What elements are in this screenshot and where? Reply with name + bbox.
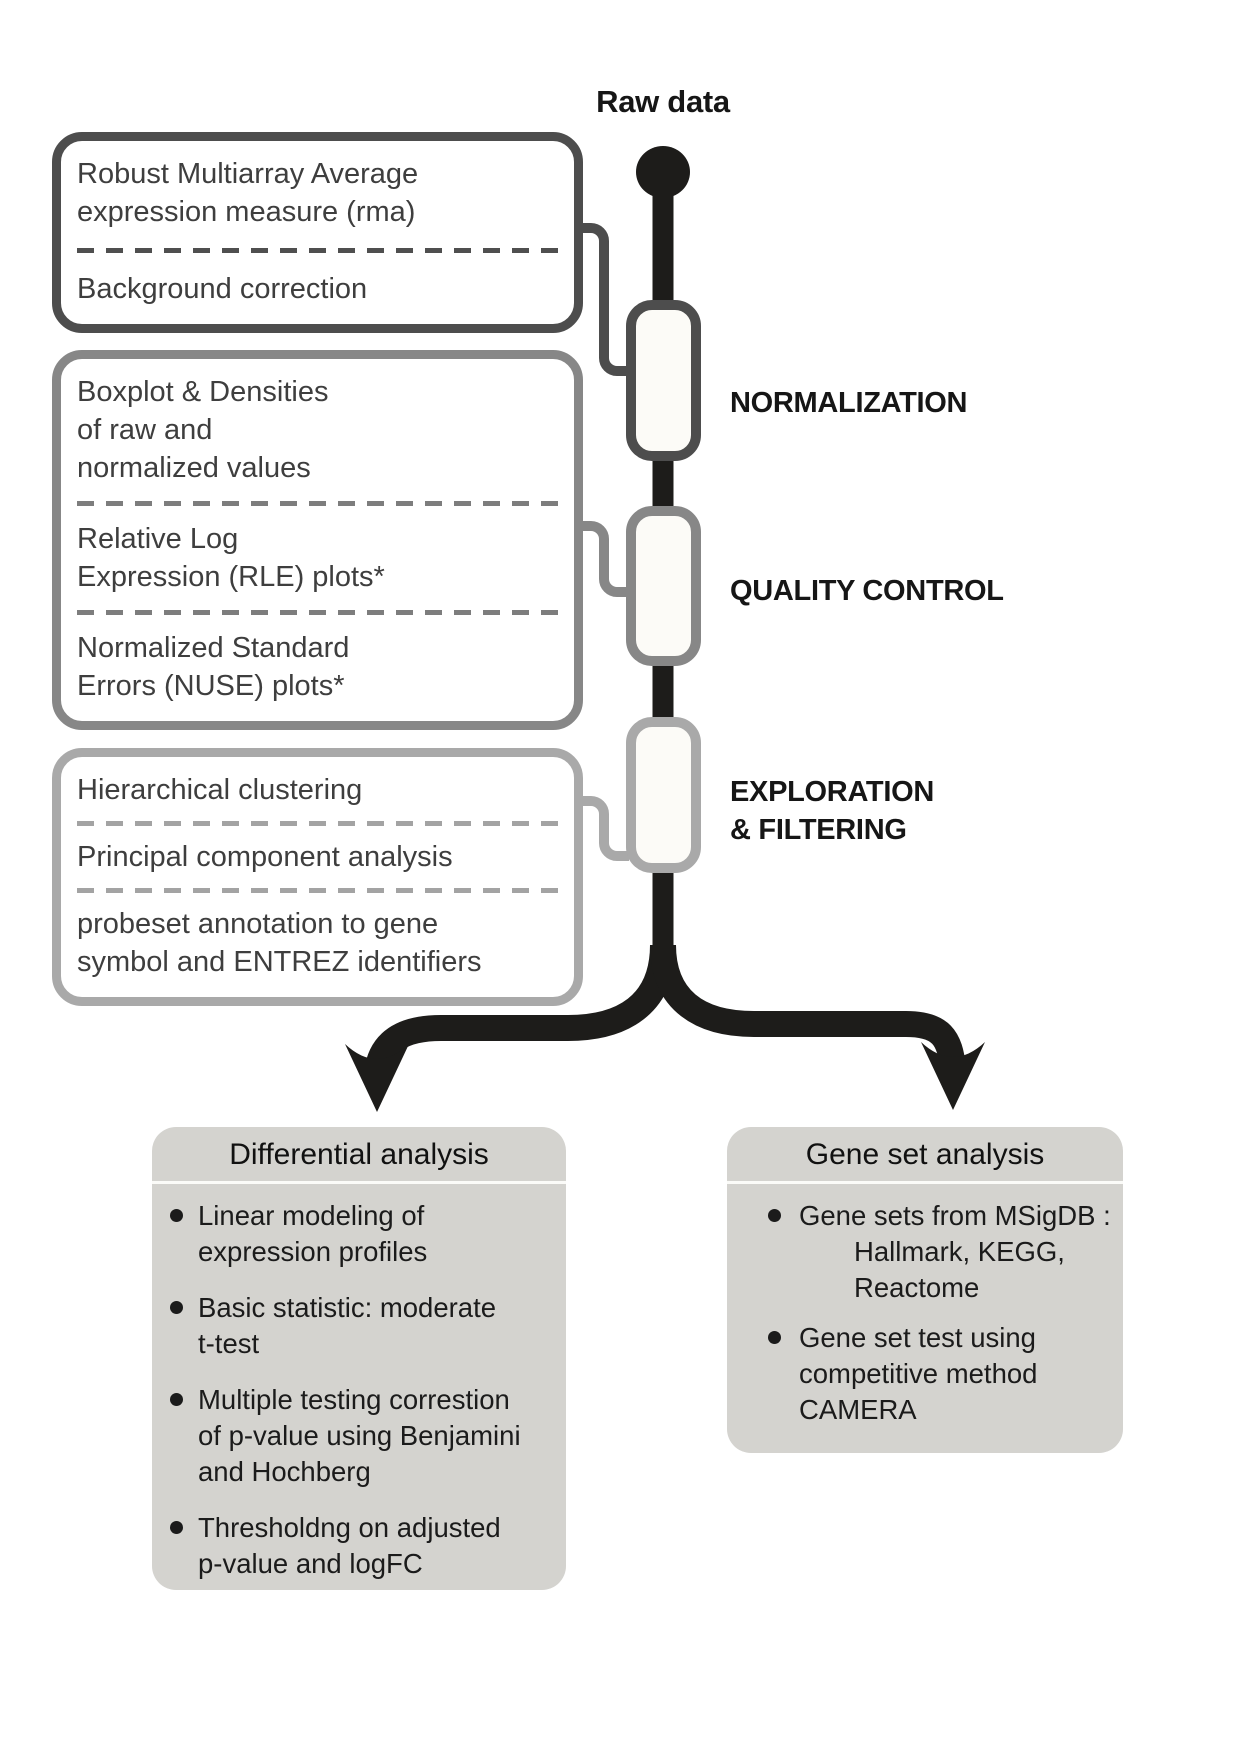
bullet-item: Multiple testing correstion of p-value using Benjamini and Hochberg (198, 1382, 556, 1490)
connector-box3-exploration (583, 801, 629, 856)
method-text: Boxplot & Densities of raw and normalized values (77, 376, 329, 484)
dashed-divider (77, 888, 558, 893)
stage-label-normalization (730, 384, 967, 422)
stage-label-text-line2: & FILTERING (730, 814, 907, 846)
dashed-divider (77, 821, 558, 826)
stage-label-text-line1: EXPLORATION (730, 776, 935, 808)
method-text: probeset annotation to gene symbol and ENTREZ identifiers (77, 908, 482, 978)
differential-analysis-bullet-list (152, 1198, 566, 1582)
dashed-divider (77, 501, 558, 506)
method-text: Principal component analysis (77, 841, 453, 873)
differential-analysis-box (152, 1127, 566, 1590)
bullet-item: Gene set test using competitive method CAMERA (799, 1320, 1115, 1428)
exploration-filtering-node (626, 717, 701, 873)
bullet-item: Linear modeling of expression profiles (198, 1198, 556, 1270)
normalization-methods-box (52, 132, 583, 333)
quality-control-methods-box (52, 350, 583, 730)
exploration-methods-box (52, 748, 583, 1006)
connector-box1-normalization (583, 228, 629, 371)
raw-data-label: Raw data (596, 84, 730, 119)
gene-set-analysis-bullet-list (727, 1198, 1123, 1428)
header-divider (152, 1181, 566, 1184)
branch-arm-right (663, 945, 953, 1068)
stage-label-text: NORMALIZATION (730, 387, 968, 419)
method-text: Relative Log Expression (RLE) plots* (77, 523, 385, 593)
dashed-divider (77, 610, 558, 615)
stage-label-quality-control (730, 572, 1004, 610)
stage-label-exploration-filtering (730, 773, 934, 849)
method-text: Hierarchical clustering (77, 774, 363, 806)
bullet-item: Thresholdng on adjusted p-value and logFC (198, 1510, 556, 1582)
connector-box2-quality-control (583, 526, 629, 592)
dashed-divider (77, 248, 558, 253)
header-divider (727, 1181, 1123, 1184)
normalization-node (626, 300, 701, 461)
gene-set-analysis-box (727, 1127, 1123, 1453)
stage-label-text: QUALITY CONTROL (730, 575, 1004, 607)
method-text: Background correction (77, 273, 368, 305)
bullet-item: Basic statistic: moderate t-test (198, 1290, 556, 1362)
bullet-item: Gene sets from MSigDB : Hallmark, KEGG, Reactome (799, 1198, 1115, 1306)
gene-set-analysis-title: Gene set analysis (805, 1138, 1045, 1171)
quality-control-node (626, 506, 701, 666)
method-text: Normalized Standard Errors (NUSE) plots* (77, 632, 350, 702)
differential-analysis-title: Differential analysis (229, 1138, 489, 1171)
method-text: Robust Multiarray Average expression measure (rma) (77, 158, 419, 228)
